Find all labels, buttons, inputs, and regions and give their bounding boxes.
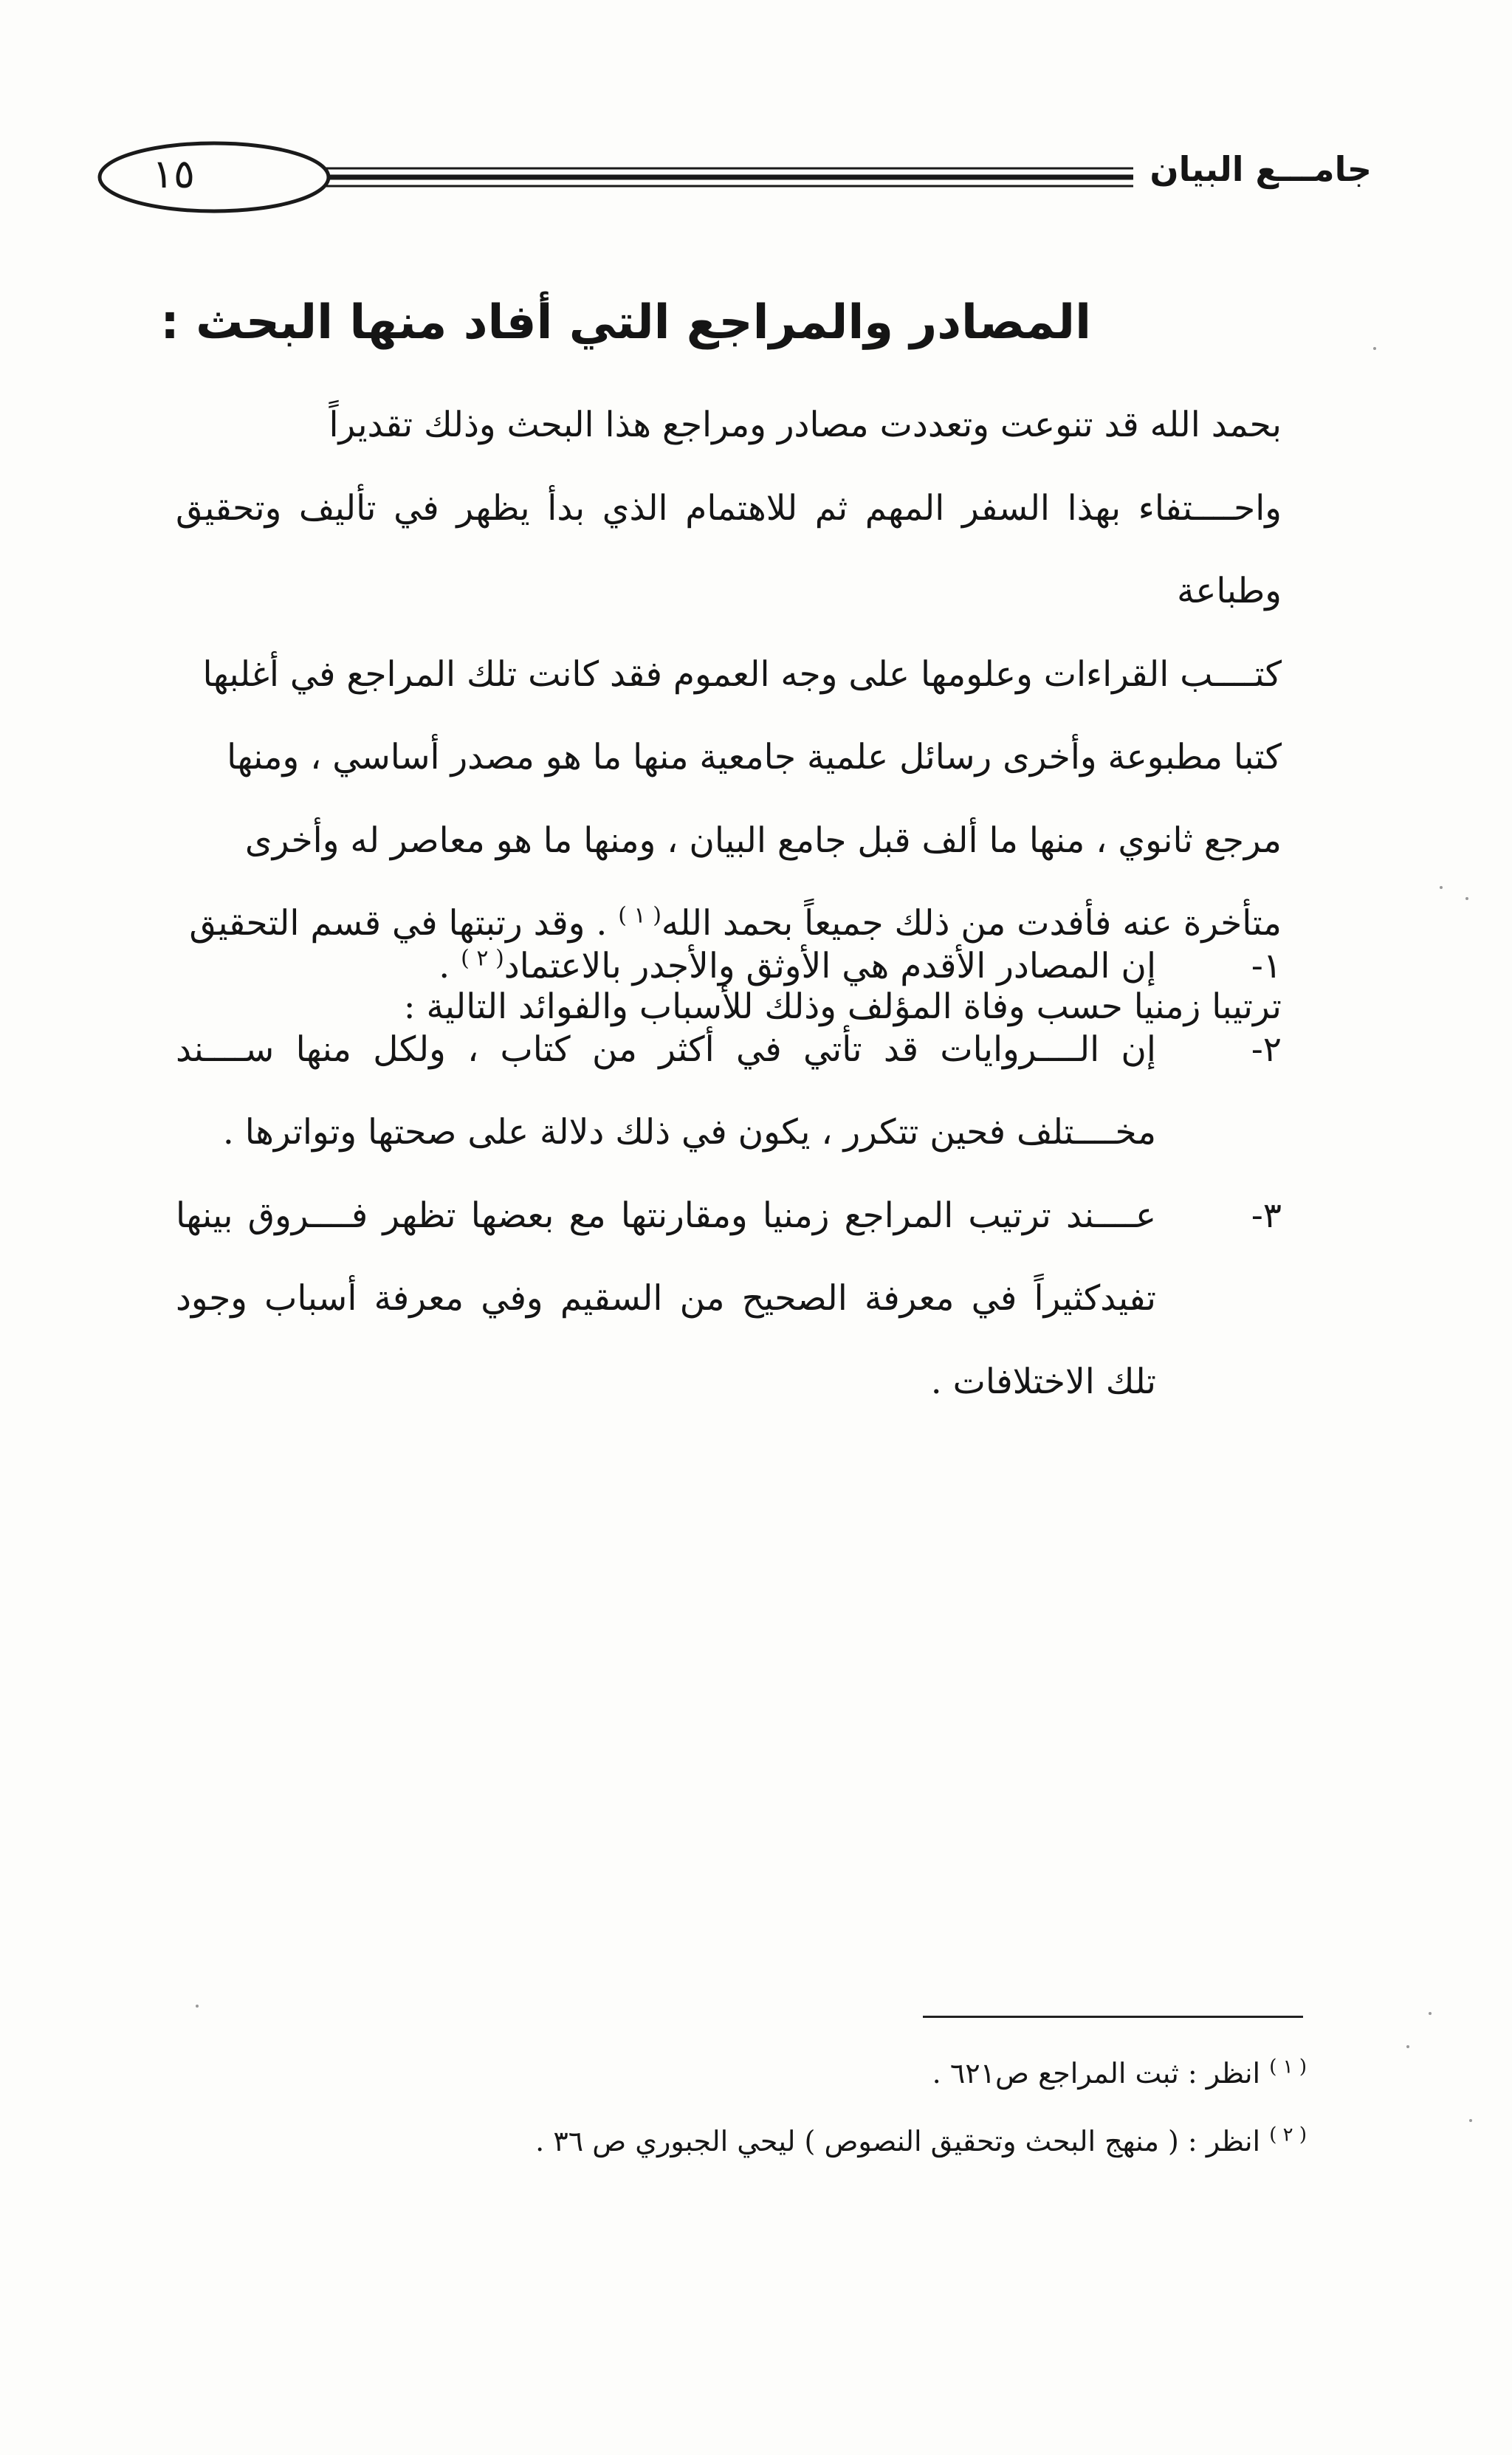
body-line: كتــــب القراءات وعلومها على وجه العموم فقد كانت تلك المراجع في أغلبها xyxy=(202,653,1282,695)
running-header-title: جامـــع البيان xyxy=(1133,149,1372,208)
scan-speck xyxy=(1406,2045,1409,2048)
scan-speck xyxy=(196,2005,199,2008)
body-line: ترتيبا زمنيا حسب وفاة المؤلف وذلك للأسباب والفوائد التالية : xyxy=(403,986,1282,1027)
list-text-span: . xyxy=(439,946,461,986)
footnote-separator xyxy=(923,2016,1303,2018)
scan-speck xyxy=(1429,2012,1432,2015)
body-line: واحــــتفاء بهذا السفر المهم ثم للاهتمام الذي بدأ يظهر في تأليف وتحقيق وطباعة xyxy=(176,487,1282,611)
section-heading: المصادر والمراجع التي أفاد منها البحث : xyxy=(160,295,1091,350)
footnote-mark: ( ١ ) xyxy=(1269,2056,1307,2078)
list-text: عــــند ترتيب المراجع زمنيا ومقارنتها مع بعضها تظهر فــــروق بينها تفيدكثيراً في معرفة الصحيح من السقيم وفي معرفة أسباب وجود تلك الاختلافات . xyxy=(176,1195,1156,1402)
reasons-list xyxy=(176,925,1282,1424)
list-number: ٢- xyxy=(1251,1029,1282,1070)
list-item xyxy=(176,1175,1282,1424)
body-text-span: متأخرة عنه فأفدت من ذلك جميعاً بحمد الله xyxy=(661,903,1282,944)
body-text-span: . وقد رتبتها في قسم التحقيق xyxy=(189,903,619,944)
scan-speck xyxy=(1469,2119,1472,2122)
scan-speck xyxy=(1373,347,1376,350)
list-number: ١- xyxy=(1251,946,1282,986)
footnote-reference: ( ٢ ) xyxy=(461,945,504,972)
footnotes xyxy=(273,2039,1307,2175)
scan-speck xyxy=(1440,886,1443,889)
footnote-text: انظر : ( منهج البحث وتحقيق النصوص ) ليحي الجبوري ص ٣٦ . xyxy=(535,2125,1261,2157)
footnote xyxy=(273,2039,1307,2107)
list-text: إن الــــروايات قد تأتي في أكثر من كتاب ، ولكل منها ســــند مخــــتلف فحين تتكرر ، يكون في ذلك دلالة على صحتها وتواترها . xyxy=(176,1029,1156,1153)
list-item xyxy=(176,925,1282,1009)
list-text-span: إن المصادر الأقدم هي الأوثق والأجدر بالاعتماد xyxy=(504,946,1156,986)
footnote-reference: ( ١ ) xyxy=(618,902,662,929)
list-number: ٣- xyxy=(1251,1195,1282,1236)
list-text xyxy=(176,925,1156,1009)
list-item xyxy=(176,1009,1282,1175)
footnote xyxy=(273,2107,1307,2175)
page-number: ١٥ xyxy=(152,150,196,197)
body-line: مرجع ثانوي ، منها ما ألف قبل جامع البيان ، ومنها ما هو معاصر له وأخرى xyxy=(244,820,1282,861)
footnote-text: انظر : ثبت المراجع ص٦٢١ . xyxy=(932,2057,1261,2090)
scan-speck xyxy=(1465,897,1468,900)
body-line: بحمد الله قد تنوعت وتعددت مصادر ومراجع هذا البحث وذلك تقديراً xyxy=(329,405,1282,445)
footnote-mark: ( ٢ ) xyxy=(1269,2123,1307,2146)
body-line: كتبا مطبوعة وأخرى رسائل علمية جامعية منها ما هو مصدر أساسي ، ومنها xyxy=(227,737,1282,777)
